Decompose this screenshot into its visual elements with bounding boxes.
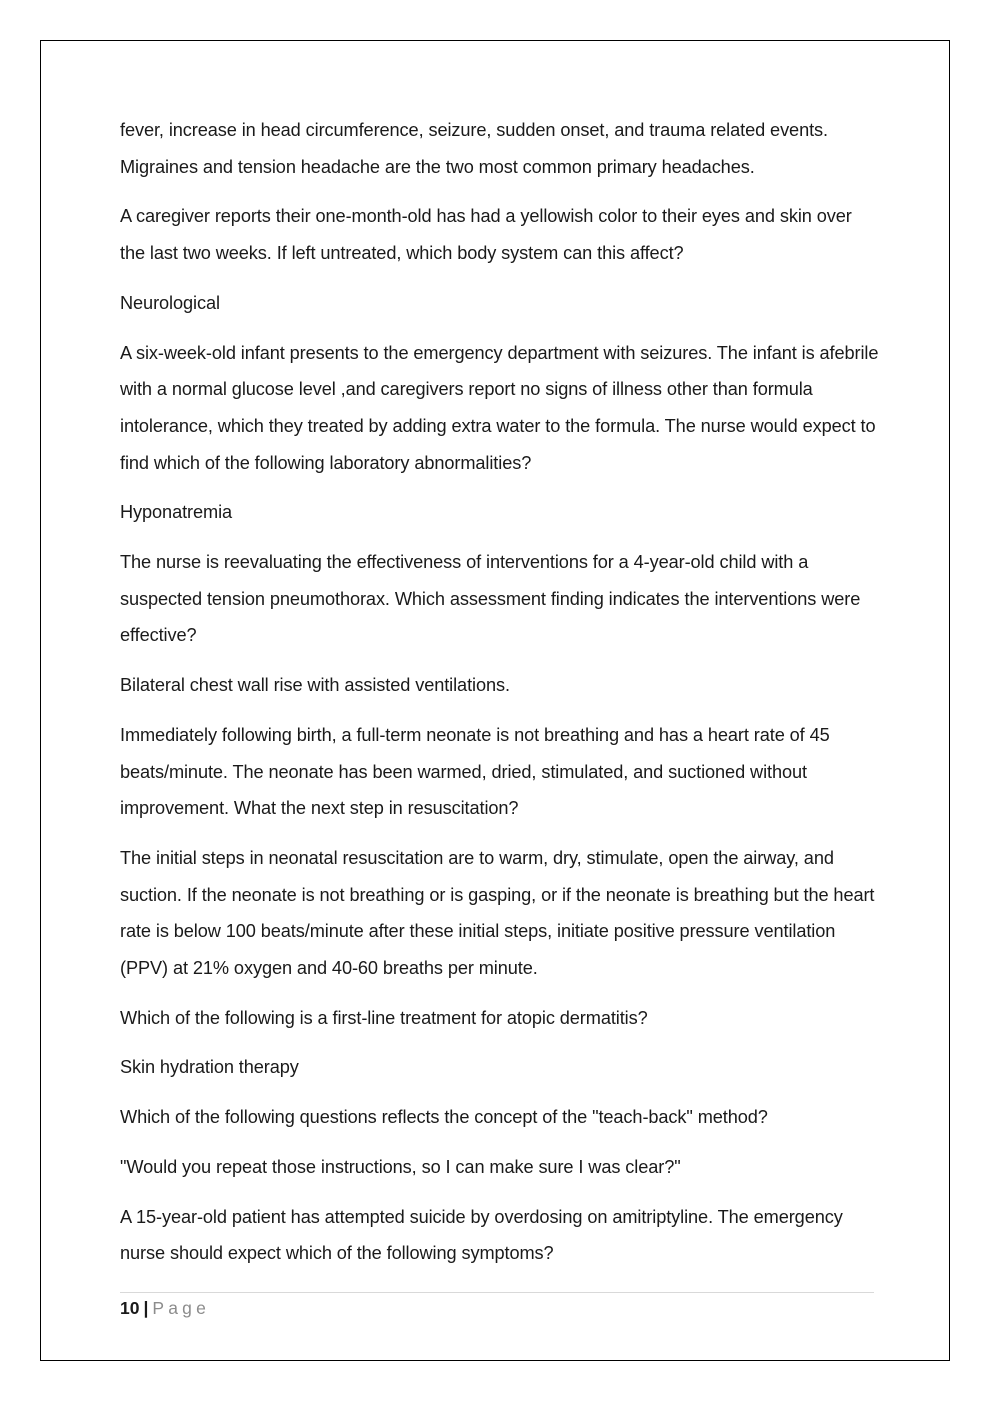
question-infant-seizures: A six-week-old infant presents to the emergency department with seizures. The infant is afebrile with a normal glucose level ,and caregivers report no signs of illness other than formula intolerance, which they treated by adding extra water to the formula. The nurse would expect to find which of the following laboratory abnormalities? (120, 342, 879, 473)
answer-tension-pneumothorax: Bilateral chest wall rise with assisted ventilations. (120, 675, 510, 696)
page-separator: | (143, 1298, 149, 1318)
answer-jaundice: Neurological (120, 292, 220, 313)
footer-divider (120, 1292, 874, 1293)
page-number: 10 (120, 1298, 140, 1318)
answer-neonate-resuscitation: The initial steps in neonatal resuscitation are to warm, dry, stimulate, open the airway, and suction. If the neonate is not breathing or is gasping, or if the neonate is breathing but the heart rate is below 100 beats/minute after these initial steps, initiate positive pressure ventilation (PPV) at 21% oxygen and 40-60 breaths per minute. (120, 847, 875, 979)
question-amitriptyline-overdose: A 15-year-old patient has attempted suicide by overdosing on amitriptyline. The emergency nurse should expect which of the following symptoms? (120, 1206, 843, 1264)
answer-teach-back: "Would you repeat those instructions, so I can make sure I was clear?" (120, 1156, 681, 1177)
page-footer (120, 1296, 210, 1320)
question-teach-back: Which of the following questions reflects the concept of the "teach-back" method? (120, 1107, 768, 1128)
paragraph-headache-summary: fever, increase in head circumference, seizure, sudden onset, and trauma related events. Migraines and tension headache are the two most common primary headaches. (120, 120, 828, 177)
page-label: Page (152, 1298, 211, 1318)
question-atopic-dermatitis: Which of the following is a first-line treatment for atopic dermatitis? (120, 1007, 648, 1028)
question-jaundice: A caregiver reports their one-month-old has had a yellowish color to their eyes and skin over the last two weeks. If left untreated, which body system can this affect? (120, 206, 852, 264)
answer-atopic-dermatitis: Skin hydration therapy (120, 1057, 299, 1078)
question-tension-pneumothorax: The nurse is reevaluating the effectiveness of interventions for a 4-year-old child with a suspected tension pneumothorax. Which assessment finding indicates the interventions were effective? (120, 552, 861, 646)
document-body (120, 112, 880, 1285)
question-neonate-resuscitation: Immediately following birth, a full-term neonate is not breathing and has a heart rate of 45 beats/minute. The neonate has been warmed, dried, stimulated, and suctioned without improvement. What the next step in resuscitation? (120, 724, 830, 819)
answer-infant-seizures: Hyponatremia (120, 502, 233, 523)
